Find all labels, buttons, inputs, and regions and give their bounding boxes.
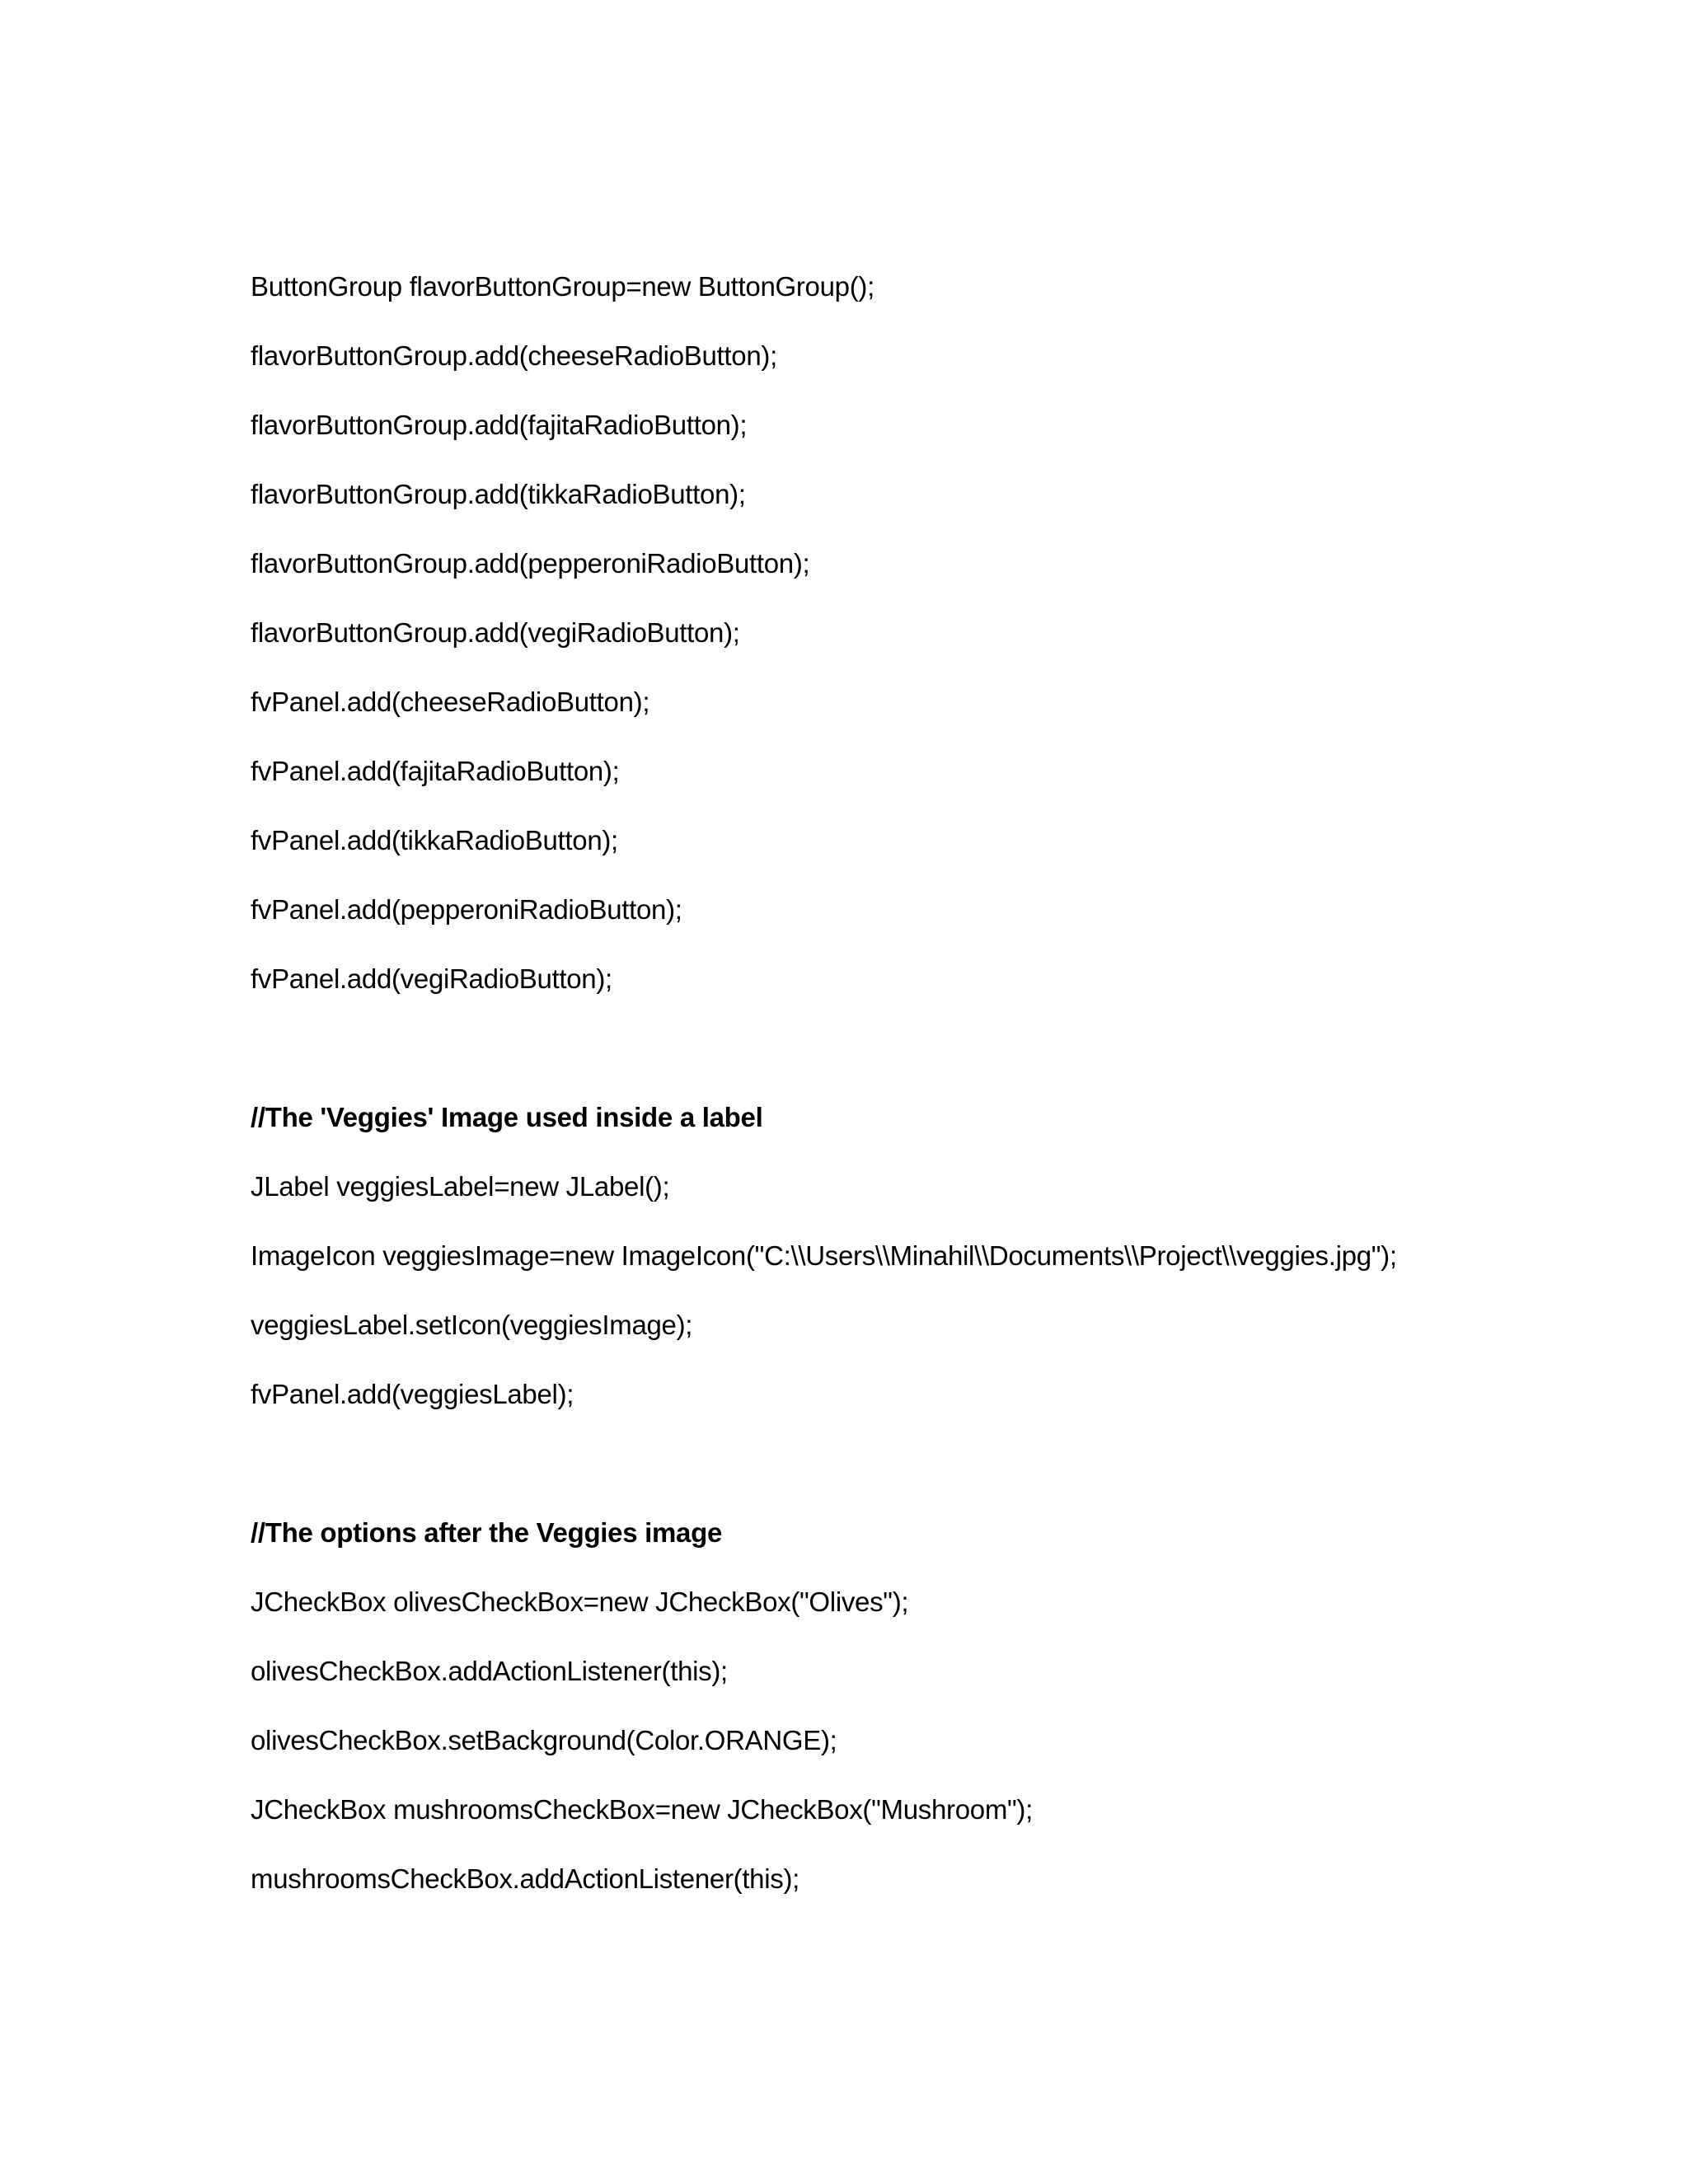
- code-line: flavorButtonGroup.add(cheeseRadioButton);: [251, 340, 777, 371]
- blank-line: [251, 1442, 1652, 1511]
- code-line: JCheckBox olivesCheckBox=new JCheckBox("Olives");: [251, 1586, 909, 1617]
- code-line: fvPanel.add(veggiesLabel);: [251, 1379, 574, 1409]
- code-line: ImageIcon veggiesImage=new ImageIcon("C:\\Users\\Minahil\\Documents\\Project\\veggies.jpg");: [251, 1240, 1397, 1271]
- comment-heading: //The options after the Veggies image: [251, 1517, 723, 1548]
- code-line: flavorButtonGroup.add(pepperoniRadioButton);: [251, 548, 810, 579]
- blank-line: [251, 1027, 1652, 1096]
- code-line: fvPanel.add(pepperoniRadioButton);: [251, 894, 682, 925]
- comment-heading: //The 'Veggies' Image used inside a label: [251, 1102, 763, 1132]
- code-line: fvPanel.add(cheeseRadioButton);: [251, 687, 650, 717]
- code-listing: [251, 265, 1652, 1927]
- code-line: mushroomsCheckBox.addActionListener(this);: [251, 1863, 800, 1894]
- code-line: flavorButtonGroup.add(fajitaRadioButton);: [251, 410, 748, 440]
- code-line: flavorButtonGroup.add(tikkaRadioButton);: [251, 479, 746, 509]
- code-line: fvPanel.add(tikkaRadioButton);: [251, 825, 618, 855]
- code-line: JLabel veggiesLabel=new JLabel();: [251, 1171, 670, 1202]
- code-line: olivesCheckBox.addActionListener(this);: [251, 1656, 728, 1686]
- code-line: fvPanel.add(vegiRadioButton);: [251, 963, 612, 994]
- code-line: fvPanel.add(fajitaRadioButton);: [251, 756, 620, 786]
- code-line: ButtonGroup flavorButtonGroup=new ButtonGroup();: [251, 271, 874, 302]
- code-line: veggiesLabel.setIcon(veggiesImage);: [251, 1310, 693, 1340]
- code-line: JCheckBox mushroomsCheckBox=new JCheckBox("Mushroom");: [251, 1794, 1033, 1825]
- code-line: olivesCheckBox.setBackground(Color.ORANGE);: [251, 1725, 837, 1755]
- code-line: flavorButtonGroup.add(vegiRadioButton);: [251, 617, 740, 648]
